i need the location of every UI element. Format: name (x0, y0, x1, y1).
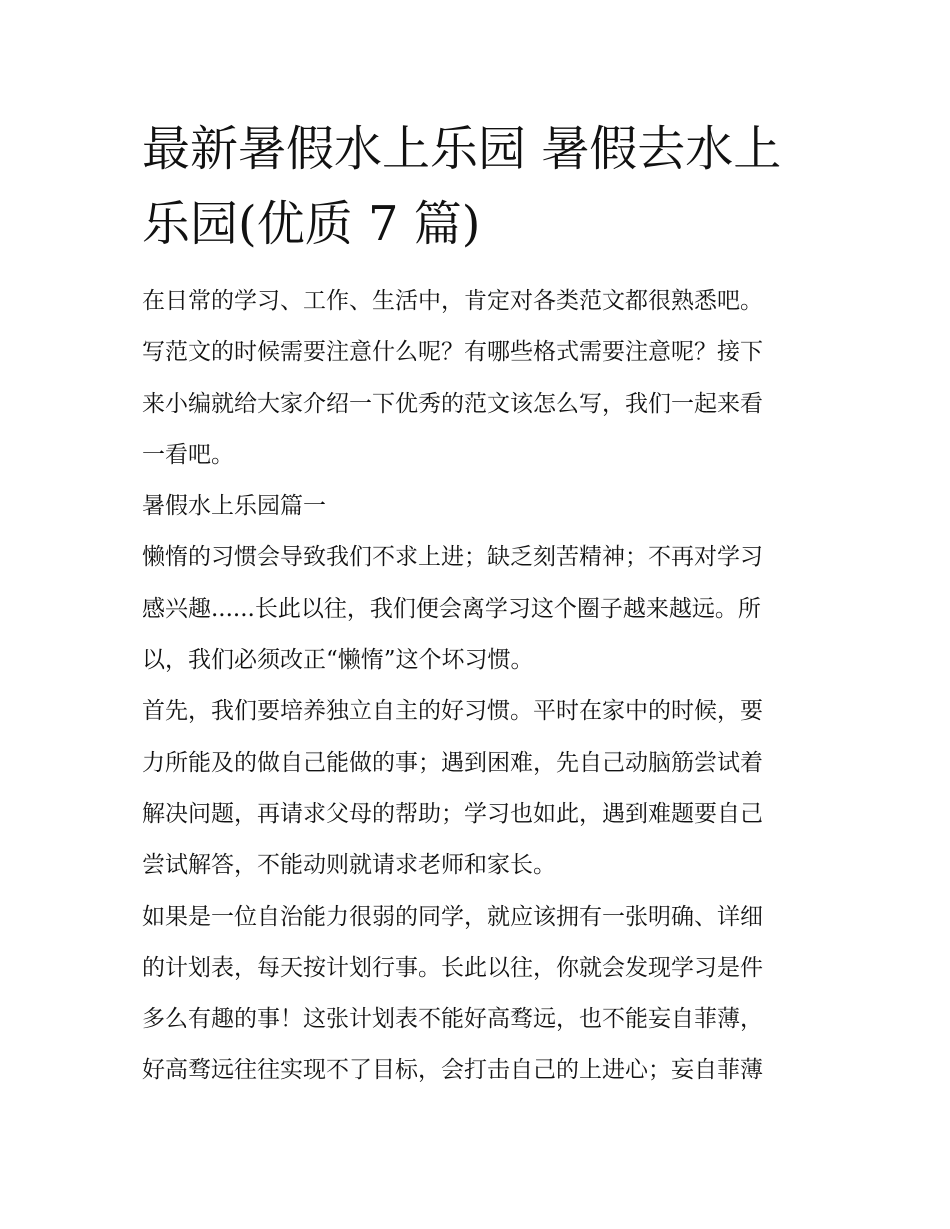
body-line: 懒惰的习惯会导致我们不求上进；缺乏刻苦精神；不再对学习 (142, 544, 763, 571)
section-heading: 暑假水上乐园篇一 (142, 493, 326, 520)
body-line: 解决问题，再请求父母的帮助；学习也如此，遇到难题要自己 (142, 800, 763, 827)
body-line: 在日常的学习、工作、生活中，肯定对各类范文都很熟悉吧。 (142, 288, 763, 314)
body-line: 的计划表，每天按计划行事。长此以往，你就会发现学习是件 (142, 954, 763, 981)
body-line: 来小编就给大家介绍一下优秀的范文该怎么写，我们一起来看 (142, 390, 763, 417)
body-line: 以，我们必须改正“懒惰”这个坏习惯。 (142, 647, 534, 674)
body-line: 好高骛远往往实现不了目标，会打击自己的上进心；妄自菲薄 (142, 1057, 763, 1084)
body-line: 首先，我们要培养独立自主的好习惯。平时在家中的时候，要 (142, 698, 763, 725)
title-line-2: 乐园(优质 7 篇) (142, 196, 481, 252)
document-body (142, 276, 814, 1097)
document-title (142, 112, 822, 262)
body-line: 力所能及的做自己能做的事；遇到困难，先自己动脑筋尝试着 (142, 749, 763, 776)
body-line: 如果是一位自治能力很弱的同学，就应该拥有一张明确、详细 (142, 903, 763, 930)
body-line: 感兴趣......长此以往，我们便会离学习这个圈子越来越远。所 (142, 595, 761, 622)
body-line: 写范文的时候需要注意什么呢？有哪些格式需要注意呢？接下 (142, 339, 763, 366)
body-line: 尝试解答，不能动则就请求老师和家长。 (142, 852, 556, 879)
title-line-1: 最新暑假水上乐园 暑假去水上 (142, 121, 782, 177)
body-line: 多么有趣的事！这张计划表不能好高骛远，也不能妄自菲薄， (142, 1006, 763, 1033)
body-line: 一看吧。 (142, 441, 234, 468)
